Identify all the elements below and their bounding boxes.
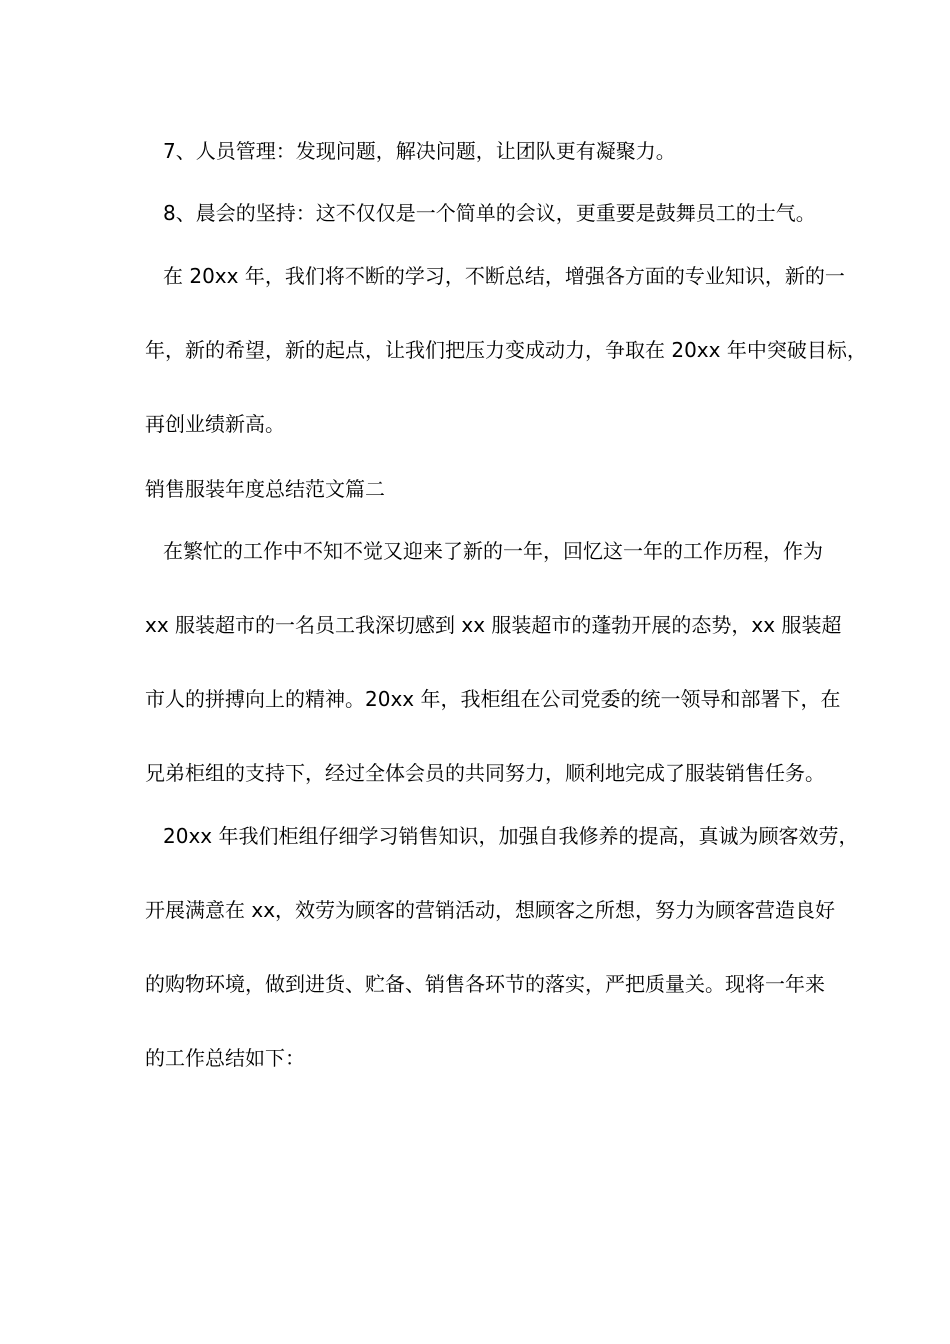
paragraph-line: 市人的拼搏向上的精神。20xx 年，我柜组在公司党委的统一领导和部署下，在 (145, 687, 841, 711)
paragraph-line: 在繁忙的工作中不知不觉又迎来了新的一年，回忆这一年的工作历程，作为 (163, 539, 823, 563)
section-heading: 销售服装年度总结范文篇二 (145, 477, 385, 501)
paragraph-line: 20xx 年我们柜组仔细学习销售知识，加强自我修养的提高，真诚为顾客效劳， (163, 824, 859, 848)
paragraph-line: 的购物环境，做到进货、贮备、销售各环节的落实，严把质量关。现将一年来 (145, 972, 825, 996)
list-item-personnel: 7、人员管理：发现问题，解决问题，让团队更有凝聚力。 (163, 139, 676, 163)
paragraph-line: 再创业绩新高。 (145, 412, 285, 436)
paragraph-line: 开展满意在 xx，效劳为顾客的营销活动，想顾客之所想，努力为顾客营造良好 (145, 898, 836, 922)
list-item-morning-meeting: 8、晨会的坚持：这不仅仅是一个简单的会议，更重要是鼓舞员工的士气。 (163, 201, 816, 225)
paragraph-line: 兄弟柜组的支持下，经过全体会员的共同努力，顺利地完成了服装销售任务。 (145, 761, 825, 785)
paragraph-line: 的工作总结如下： (145, 1046, 305, 1070)
paragraph-line: 年，新的希望，新的起点，让我们把压力变成动力，争取在 20xx 年中突破目标， (145, 338, 867, 362)
paragraph-line: xx 服装超市的一名员工我深切感到 xx 服装超市的蓬勃开展的态势，xx 服装超 (145, 613, 842, 637)
paragraph-line: 在 20xx 年，我们将不断的学习，不断总结，增强各方面的专业知识，新的一 (163, 264, 845, 288)
